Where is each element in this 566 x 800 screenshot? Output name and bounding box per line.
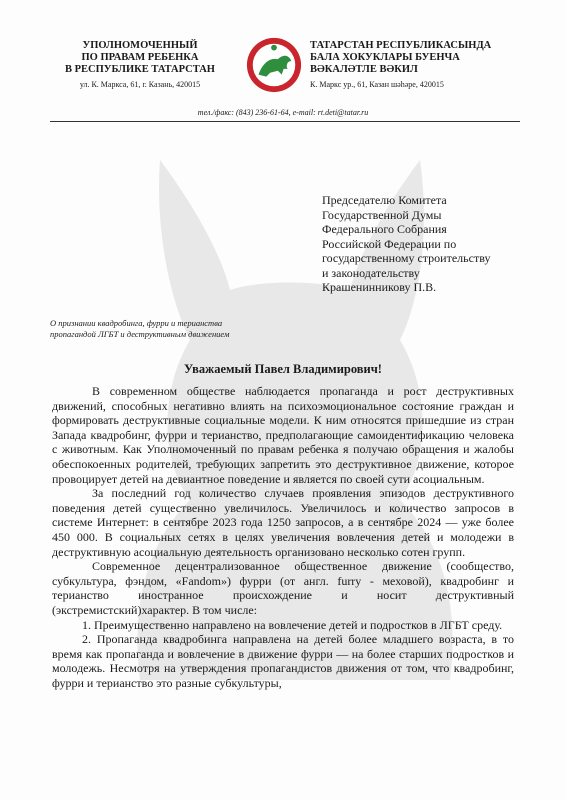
header-left-line: УПОЛНОМОЧЕННЫЙ bbox=[82, 40, 198, 51]
header-left-line: ПО ПРАВАМ РЕБЕНКА bbox=[81, 52, 199, 63]
header-right-line: ВӘКАЛӘТЛЕ ВӘКИЛ bbox=[310, 64, 418, 75]
addressee-line: государственному строительству bbox=[322, 251, 491, 265]
addressee-line: и законодательству bbox=[322, 265, 420, 280]
body-paragraph: Современное децентрализованное общественное движение (сообщество, субкультура, фэндом, «Fandom») фурри (от англ. furry - меховой), квадробинг и терианство иностранное происхождение и носит деструктивный (экстремистский)характер. В том числе: bbox=[52, 559, 514, 617]
header-right bbox=[310, 40, 520, 91]
body-paragraph: В современном обществе наблюдается пропаганда и рост деструктивных движений, способных негативно влиять на психоэмоциональное состояние граждан и формировать деструктивные социальные модели. К ним относятся пришедшие из стран Запада квадробинг, фурри и терианство, предполагающие самоидентификацию человека с животным. Как Уполномоченный по правам ребенка я получаю обращения и жалобы обеспокоенных родителей, требующих запретить это деструктивное движение, которое провоцирует детей на девиантное поведение и является по своей сути асоциальным. bbox=[52, 384, 514, 486]
header-right-address: К. Маркс ур., 61, Казан шәһәре, 420015 bbox=[310, 80, 444, 89]
addressee-line: Российской Федерации по bbox=[322, 236, 457, 251]
addressee-line: Федерального Собрания bbox=[322, 222, 447, 236]
header-divider bbox=[50, 121, 520, 122]
header-left-line: В РЕСПУБЛИКЕ ТАТАРСТАН bbox=[65, 64, 215, 75]
addressee-line: Крашенинникову П.В. bbox=[322, 280, 437, 294]
addressee-line: Председателю Комитета bbox=[322, 193, 447, 207]
header-right-line: ТАТАРСТАН РЕСПУБЛИКАСЫНДА bbox=[310, 40, 492, 51]
subject-block bbox=[50, 318, 310, 339]
header-left bbox=[50, 40, 230, 91]
subject-line: О признании квадробинга, фурри и терианства bbox=[50, 318, 223, 328]
greeting: Уважаемый Павел Владимирович! bbox=[184, 362, 382, 376]
header-left-address: ул. К. Маркса, 61, г. Казань, 420015 bbox=[79, 80, 201, 89]
subject-line: пропагандой ЛГБТ и деструктивным движением bbox=[50, 328, 230, 339]
body-paragraph: За последний год количество случаев проявления эпизодов деструктивного поведения детей существенно увеличилось. Увеличилось и количество запросов в системе Интернет: в сентябре 2023 года 1250 запросов, а в сентябре 2024 — уже более 450 000. В социальных сетях в целях увеличения вовлечения детей и молодежи в деструктивную асоциальную деятельность организовано несколько сотен групп. bbox=[52, 486, 514, 559]
tatarstan-emblem-icon bbox=[245, 36, 303, 94]
body-list-item: 1. Преимущественно направлено на вовлечение детей и подростков в ЛГБТ среду. bbox=[82, 617, 503, 632]
contacts-line: тел./факс: (843) 236-61-64, e-mail: rt.deti@tatar.ru bbox=[197, 108, 369, 117]
header-right-line: БАЛА ХОКУКЛАРЫ БУЕНЧА bbox=[310, 52, 460, 63]
addressee-line: Государственной Думы bbox=[322, 207, 442, 222]
letter-body bbox=[52, 384, 514, 690]
body-list-item: 2. Пропаганда квадробинга направлена на детей более младшего возраста, в то время как пропаганда и вовлечение в движение фурри — на более старших подростков и молодежь. Несмотря на утверждения пропагандистов движения от том, что квадробинг, фурри и терианство это разные субкультуры, bbox=[52, 632, 514, 690]
addressee-block bbox=[322, 193, 522, 295]
